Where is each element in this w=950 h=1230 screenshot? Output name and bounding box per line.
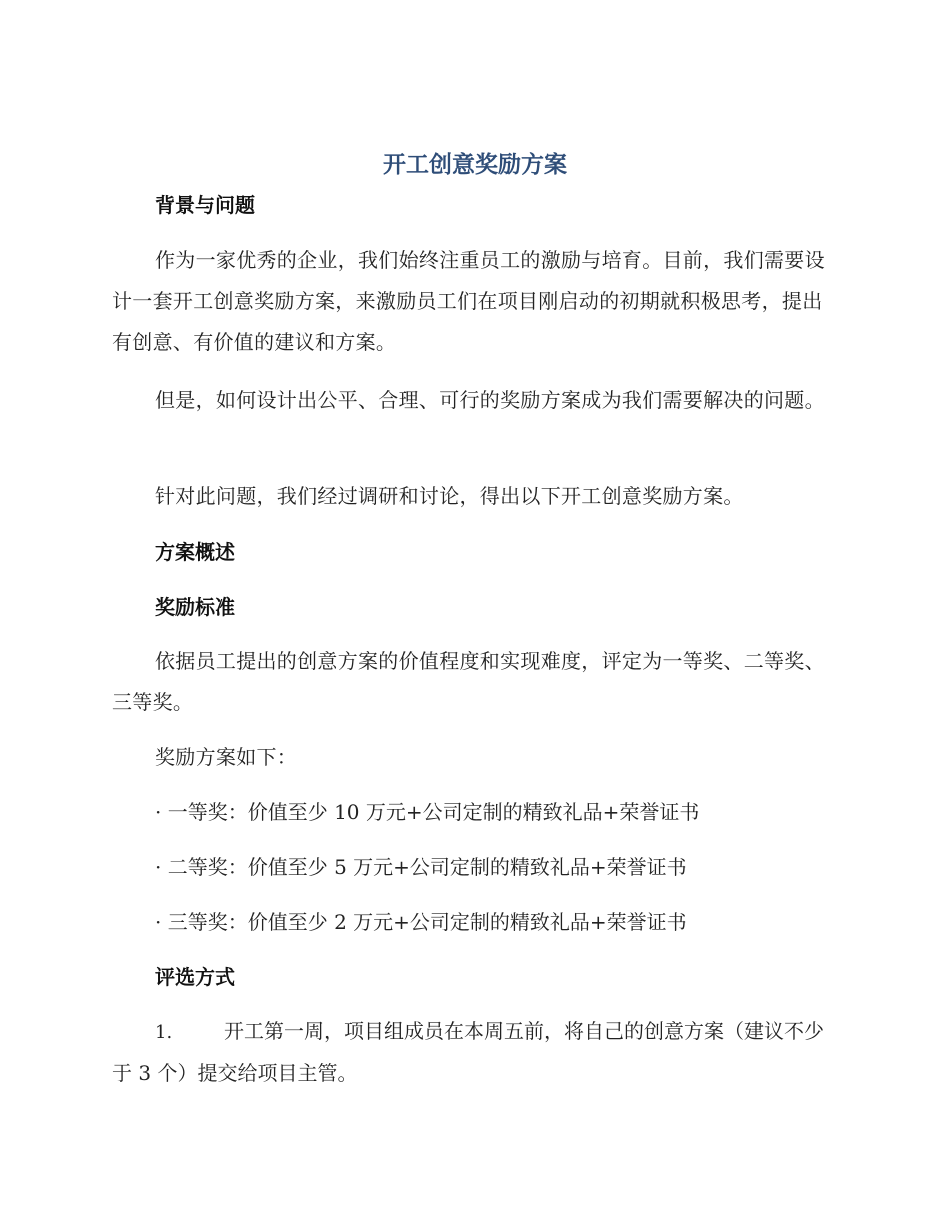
selection-step-text: 开工第一周，项目组成员在本周五前，将自己的创意方案（建议不少于 3 个）提交给项目主管。 — [112, 1019, 824, 1085]
paragraph-background-2: 但是，如何设计出公平、合理、可行的奖励方案成为我们需要解决的问题。 — [155, 388, 825, 412]
selection-step-1 — [112, 1011, 832, 1094]
section-heading-selection: 评选方式 — [155, 965, 235, 989]
section-heading-overview: 方案概述 — [155, 540, 235, 564]
award-item-second: · 二等奖：价值至少 5 万元+公司定制的精致礼品+荣誉证书 — [155, 855, 687, 879]
paragraph-background-3: 针对此问题，我们经过调研和讨论，得出以下开工创意奖励方案。 — [155, 484, 744, 508]
section-heading-standard: 奖励标准 — [155, 595, 235, 619]
paragraph-standard-2: 奖励方案如下： — [155, 745, 298, 769]
selection-step-number: 1. — [155, 1022, 173, 1043]
paragraph-background-1: 作为一家优秀的企业，我们始终注重员工的激励与培育。目前，我们需要设计一套开工创意奖励方案，来激励员工们在项目刚启动的初期就积极思考，提出有创意、有价值的建议和方案。 — [112, 248, 825, 354]
award-item-third: · 三等奖：价值至少 2 万元+公司定制的精致礼品+荣誉证书 — [155, 910, 687, 934]
section-heading-background: 背景与问题 — [155, 193, 255, 217]
paragraph-standard-1: 依据员工提出的创意方案的价值程度和实现难度，评定为一等奖、二等奖、三等奖。 — [112, 649, 825, 714]
award-item-first: · 一等奖：价值至少 10 万元+公司定制的精致礼品+荣誉证书 — [155, 800, 700, 824]
document-title: 开工创意奖励方案 — [383, 152, 567, 178]
